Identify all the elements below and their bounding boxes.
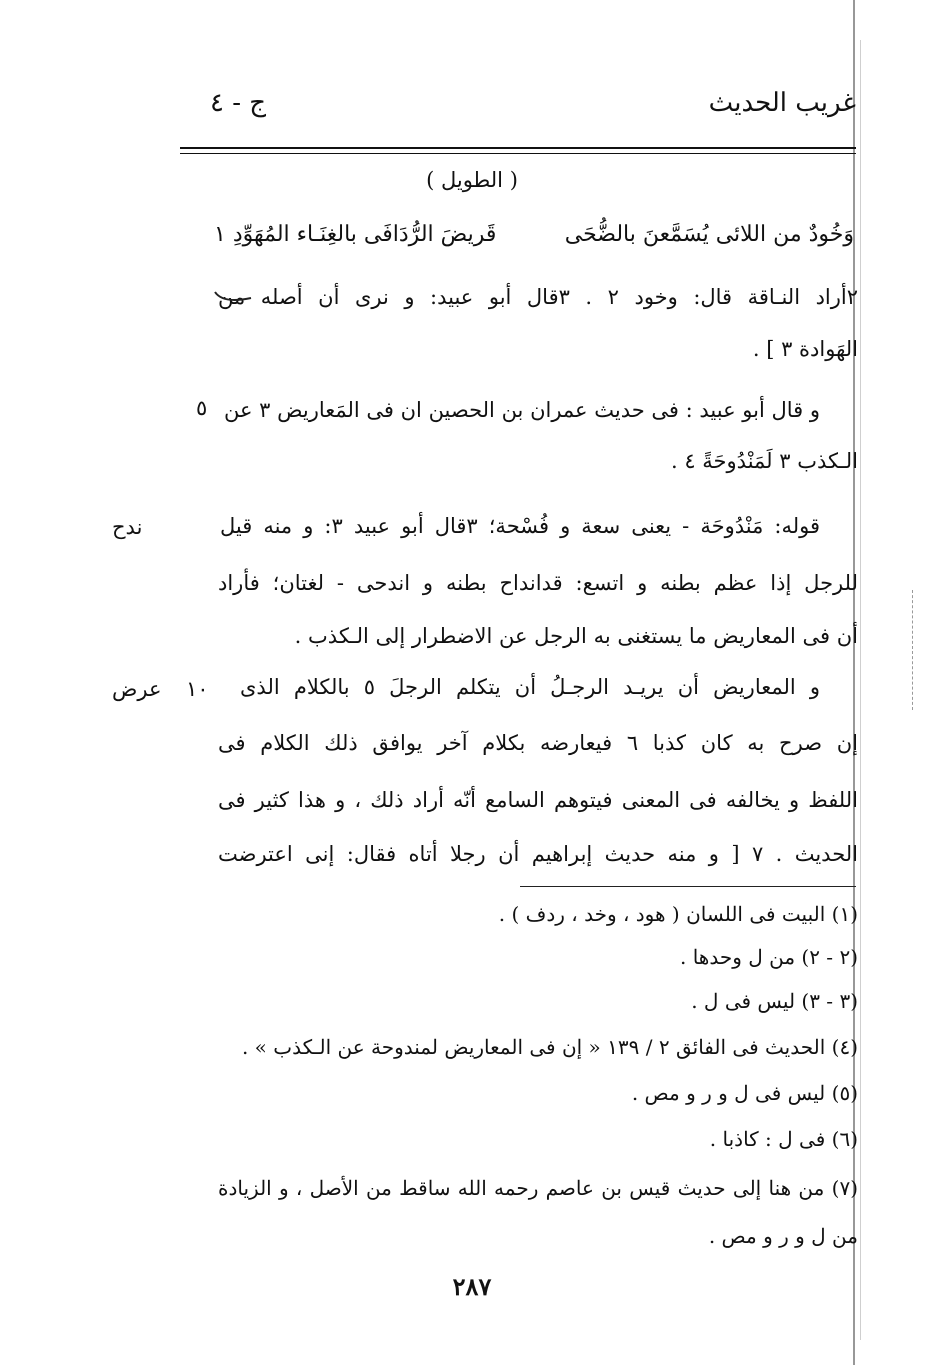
margin-keyword: ندح [112, 515, 143, 539]
running-title: غريب الحديث [708, 88, 856, 118]
footnote: (٤) الحديث فى الفائق ٢ / ١٣٩ « إن فى المعاريض لمندوحة عن الـكذب » . [241, 1035, 858, 1059]
page-edge [853, 0, 855, 1365]
footnote: (٣ - ٣) ليس فى ل . [691, 989, 858, 1013]
body-line: الحديث . ٧ [ و منه حديث إبراهيم أن رجلا أتاه فقال: إنى اعترضت [218, 842, 858, 866]
body-line: ٢أراد النـاقة قال: وخود ٢ . ٣قال أبو عبيد: و نرى أن أصله من [218, 285, 859, 309]
body-line: أن فى المعاريض ما يستغنى به الرجل عن الاضطرار إلى الـكذب . [294, 624, 858, 648]
body-line: قوله: مَنْدُوحَة - يعنى سعة و فُسْحة؛ ٣قال أبو عبيد ٣: و منه قيل [220, 514, 820, 538]
line-number: ٥ [196, 396, 208, 420]
volume-number: ج - ٤ [210, 88, 267, 118]
verse-hemistich-second: قَريضَ الرُّدَافَى بالغِنَـاء المُهَوِّدِ ١ [214, 222, 497, 247]
footnote: (٥) ليس فى ل و ر و مص . [631, 1081, 858, 1105]
header-rule-thick [180, 147, 856, 149]
verse-hemistich-first: وَخُودٌ من اللائى يُسَمَّعنَ بالضُّحَى [564, 222, 854, 247]
footnote: (٦) فى ل : كاذبا . [709, 1127, 858, 1151]
footnote: (٧) من هنا إلى حديث قيس بن عاصم رحمه الله ساقط من الأصل ، و الزيادة [218, 1176, 858, 1200]
page-header [180, 88, 856, 134]
body-line: للرجل إذا عظم بطنه و اتسع: قدانداح بطنه و اندحى - لغتان؛ فأراد [218, 571, 858, 595]
margin-keyword: عرض [112, 677, 162, 701]
ink-stroke [213, 288, 253, 308]
line-number: ١٠ [186, 677, 209, 701]
footnote: (٢ - ٢) من ل وحدها . [679, 945, 858, 969]
poetic-meter: ( الطويل ) [426, 168, 518, 192]
page-number: ٢٨٧ [452, 1272, 492, 1301]
body-line: اللفظ و يخالفه فى المعنى فيتوهم السامع أنّه أراد ذلك ، و هذا كثير فى [218, 788, 858, 812]
body-line: و قال أبو عبيد : فى حديث عمران بن الحصين ان فى المَعاريض ٣ عن [223, 398, 820, 422]
page-edge-shadow [860, 40, 861, 1340]
verse [214, 222, 854, 262]
body-line: الهَوادة ٣ ] . [752, 337, 858, 361]
body-line: إن صرح به كان كذبا ٦ فيعارضه بكلام آخر يوافق ذلك الكلام فى [218, 731, 858, 755]
body-line: الـكذب ٣ لَمَنْدُوحَةً ٤ . [670, 449, 858, 473]
header-rule-thin [180, 153, 856, 154]
footnote: من ل و ر و مص . [708, 1224, 858, 1248]
edge-marks [912, 590, 914, 710]
body-line: و المعاريض أن يريـد الرجـلُ أن يتكلم الرجلَ ٥ بالكلام الذى [240, 675, 820, 699]
footnote: (١) البيت فى اللسان ( هود ، وخد ، ردف ) . [498, 902, 858, 926]
footnote-rule [520, 886, 856, 887]
